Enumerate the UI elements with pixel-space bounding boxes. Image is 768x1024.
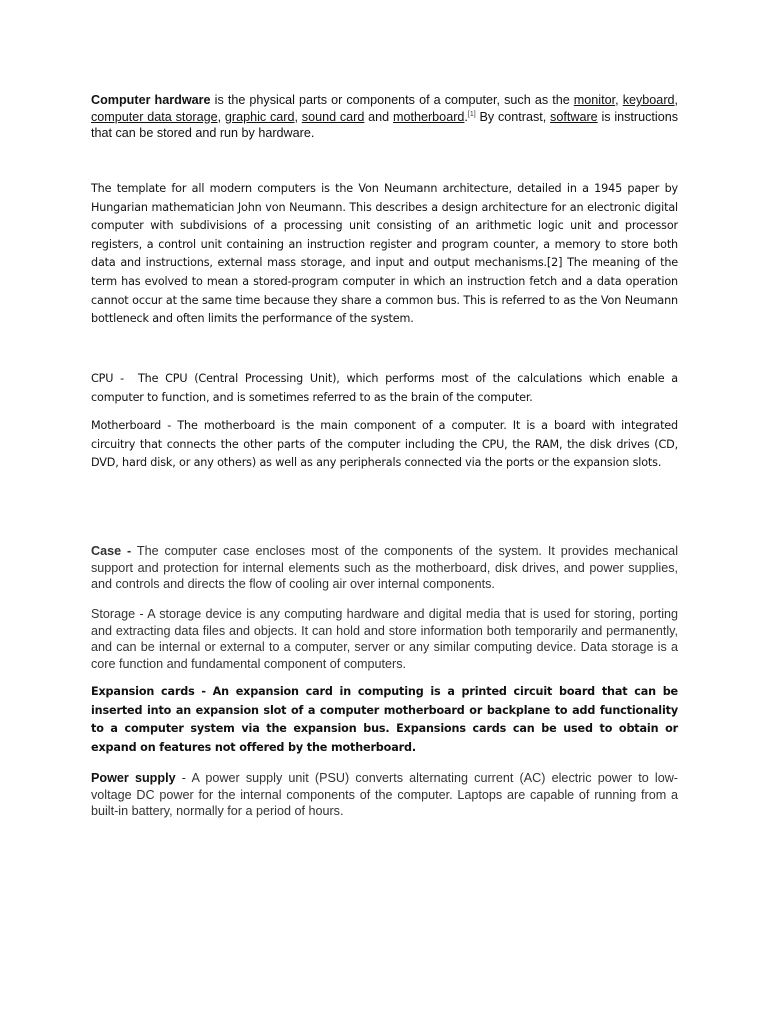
sep: . (464, 109, 468, 124)
term-computer-hardware: Computer hardware (91, 93, 211, 107)
sep: , (217, 109, 225, 124)
power-supply-label: Power supply (91, 771, 176, 785)
intro-text-3: is instructions that can be stored and run by hardware. (91, 109, 679, 140)
case-label: Case - (91, 544, 132, 558)
link-software[interactable]: software (550, 109, 598, 124)
von-neumann-paragraph: The template for all modern computers is the Von Neumann architecture, detailed in a 1945 paper by Hungarian mathematician John von Neumann. This describes a design architecture for an electronic digital computer with subdivisions of a processing unit consisting of an arithmetic logic unit and processor registers, a control unit containing an instruction register and program counter, a memory to store both data and instructions, external mass storage, and input and output mechanisms.[2] The meaning of the term has evolved to mean a stored-program computer in which an instruction fetch and a data operation cannot occur at the same time because they share a common bus. This is referred to as the Von Neumann bottleneck and often limits the performance of the system. (91, 182, 678, 326)
power-supply-paragraph (91, 770, 678, 820)
link-keyboard[interactable]: keyboard (622, 93, 675, 107)
link-monitor[interactable]: monitor (573, 93, 616, 107)
sep: , (674, 93, 679, 107)
intro-text-1: is the physical parts or components of a computer, such as the (210, 93, 574, 107)
reference-1[interactable]: [1] (467, 110, 476, 118)
link-graphic-card[interactable]: graphic card (224, 109, 295, 124)
sep: , (294, 109, 302, 124)
cpu-label: CPU - (91, 372, 124, 385)
power-supply-text: - A power supply unit (PSU) converts alternating current (AC) electric power to low-voltage DC power for the internal components of the computer. Laptops are capable of running from a built-in battery, normally for a period of hours. (91, 771, 678, 818)
motherboard-paragraph: Motherboard - The motherboard is the main component of a computer. It is a board with integrated circuitry that connects the other parts of the computer including the CPU, the RAM, the disk drives (CD, DVD, hard disk, or any others) as well as any peripherals connected via the ports or the expansion slots. (91, 419, 678, 470)
cpu-text: The CPU (Central Processing Unit), which performs most of the calculations which enable a computer to function, and is sometimes referred to as the brain of the computer. (91, 372, 678, 404)
intro-text-2: By contrast, (475, 109, 551, 124)
sep: and (364, 109, 393, 124)
case-paragraph (91, 543, 678, 593)
link-motherboard[interactable]: motherboard (392, 109, 465, 124)
link-sound-card[interactable]: sound card (301, 109, 365, 124)
expansion-cards-paragraph: Expansion cards - An expansion card in computing is a printed circuit board that can be inserted into an expansion slot of a computer motherboard or backplane to add functionality to a computer system via the expansion bus. Expansions cards can be used to obtain or expand on features not offered by the motherboard. (91, 685, 678, 754)
storage-paragraph: Storage - A storage device is any computing hardware and digital media that is used for storing, porting and extracting data files and objects. It can hold and store information both temporarily and permanently, and can be internal or external to a computer, server or any similar computing device. Data storage is a core function and fundamental component of computers. (91, 607, 678, 671)
link-computer-data-storage[interactable]: computer data storage (91, 109, 218, 124)
cpu-paragraph (91, 370, 678, 407)
sep: , (615, 93, 623, 107)
case-text: The computer case encloses most of the components of the system. It provides mechanical support and protection for internal elements such as the motherboard, disk drives, and power supplies, and controls and directs the flow of cooling air over internal components. (91, 544, 678, 591)
intro-paragraph (91, 92, 678, 142)
